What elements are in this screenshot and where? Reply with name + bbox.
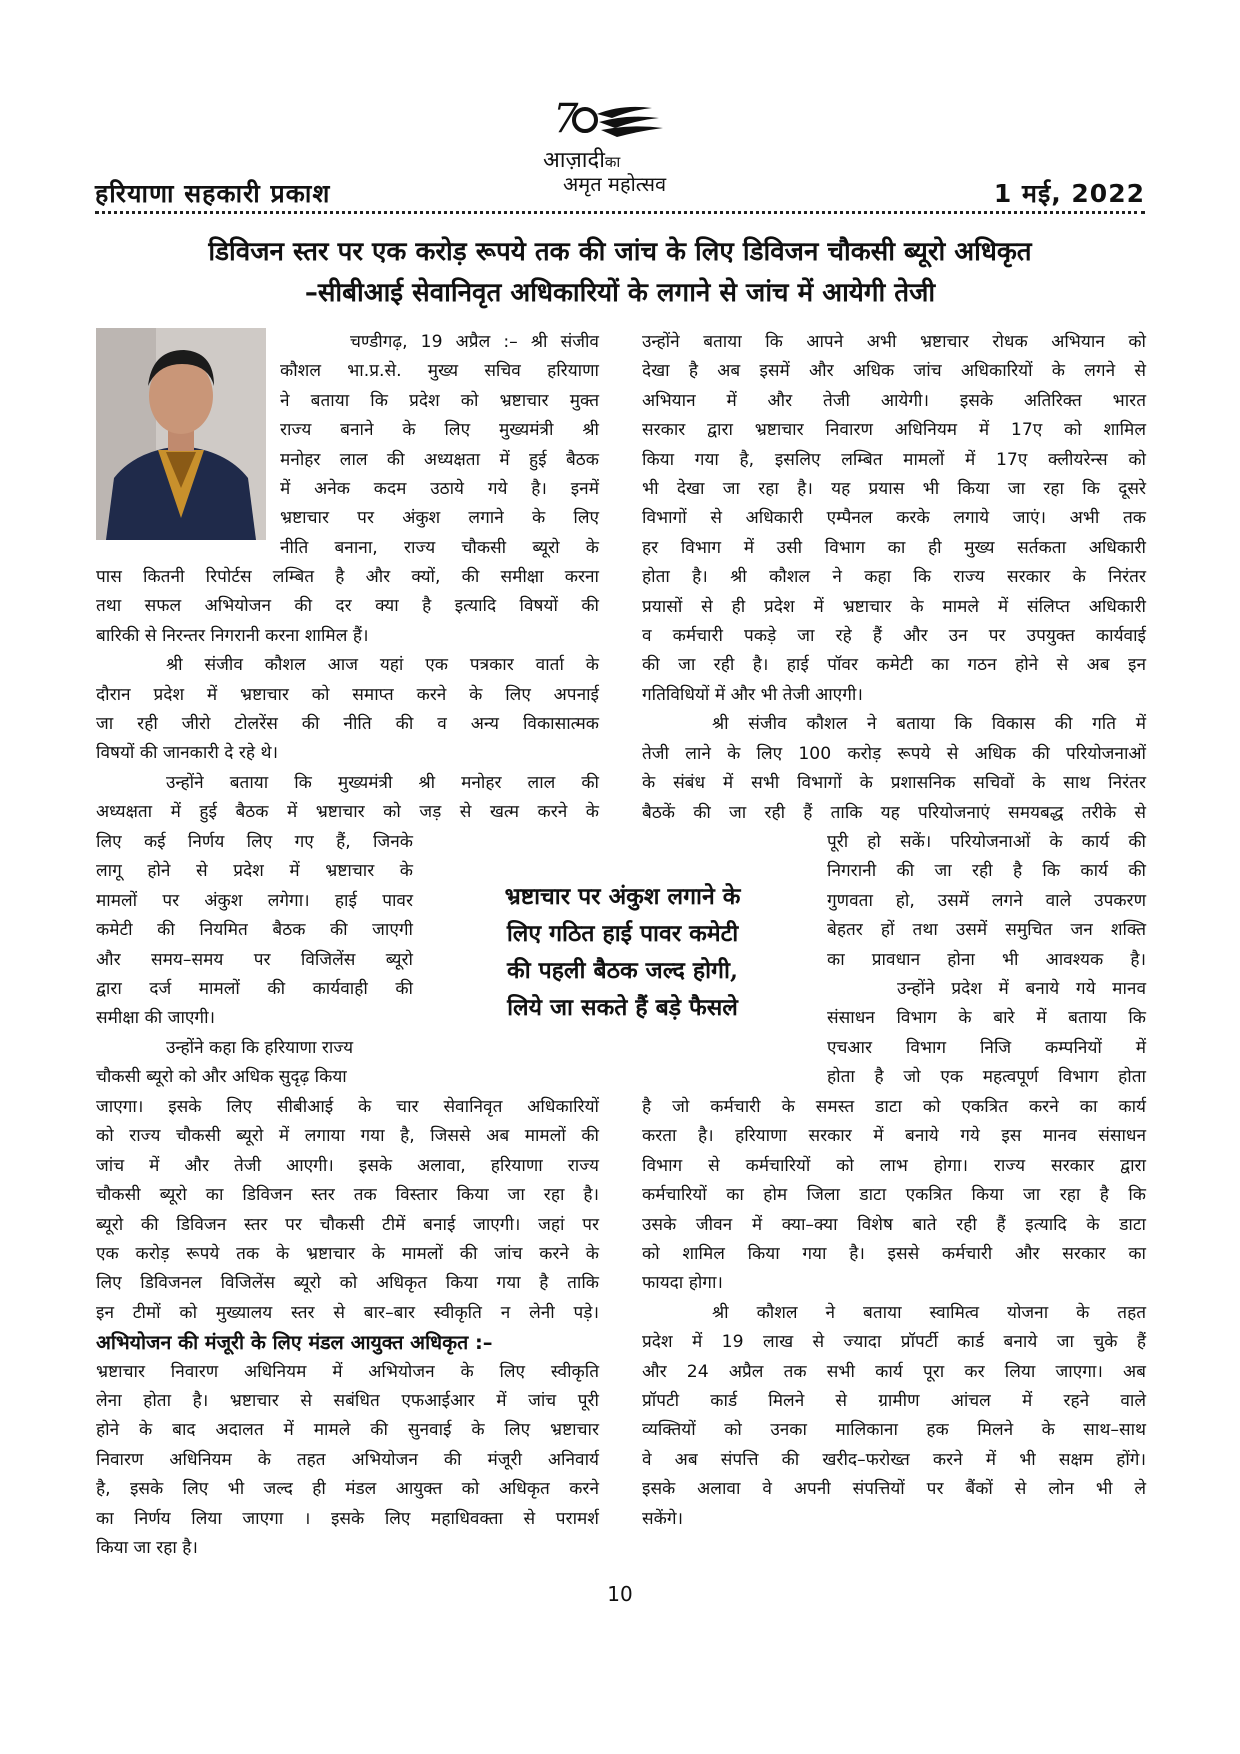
text-line: चौकसी ब्यूरो को और अधिक सुदृढ़ किया [96, 1067, 347, 1088]
text-line: उन्होंने प्रदेश में बनाये गये मानव [897, 979, 1146, 1000]
text-line: प्रदेश में 19 लाख से ज्यादा प्रॉपर्टी कार्ड बनाये जा चुके हैं [642, 1332, 1146, 1353]
right-column-top [642, 328, 1146, 828]
svg-text:7: 7 [553, 96, 579, 142]
text-line: हर विभाग में उसी विभाग का ही मुख्य सर्तकता अधिकारी [642, 537, 1146, 558]
text-line: उन्होंने बताया कि आपने अभी भ्रष्टाचार रोधक अभियान को [642, 332, 1146, 352]
official-portrait-photo [96, 328, 266, 540]
text-line: उन्होंने बताया कि मुख्यमंत्री श्री मनोहर लाल की [166, 772, 599, 793]
text-line: है जो कर्मचारी के समस्त डाटा को एकत्रित करने का कार्य [642, 1097, 1146, 1117]
text-line: विभागों से अधिकारी एम्पैनल करके लगाये जाएं। अभी तक [642, 508, 1146, 529]
text-line: का निर्णय लिया जाएगा । इसके लिए महाधिवक्ता से परामर्श [96, 1508, 599, 1529]
text-line: एचआर विभाग निजि कम्पनियों में [827, 1037, 1146, 1058]
text-line: अभियान में और तेजी आयेगी। इसके अतिरिक्त भारत [642, 390, 1146, 411]
text-line: तथा सफल अभियोजन की दर क्या है इत्यादि विषयों की [96, 596, 599, 617]
sub-headline: –सीबीआई सेवानिवृत अधिकारियों के लगाने से जांच में आयेगी तेजी [304, 278, 936, 308]
header-divider [95, 211, 1145, 214]
text-line: देखा है अब इसमें और अधिक जांच अधिकारियों के लगने से [642, 361, 1146, 382]
text-line: को शामिल किया गया है। इससे कर्मचारी और सरकार का [642, 1244, 1146, 1265]
text-line: जा रही जीरो टोलरेंस की नीति की व अन्य विकासात्मक [96, 714, 599, 735]
text-line: सकेंगे। [642, 1508, 684, 1529]
text-line: फायदा होगा। [642, 1273, 723, 1294]
text-line: नीति बनाना, राज्य चौकसी ब्यूरो के [280, 537, 599, 558]
text-line: किया जा रहा है। [96, 1538, 198, 1559]
text-line: श्री संजीव कौशल ने बताया कि विकास की गति में [712, 714, 1146, 735]
text-line: मामलों पर अंकुश लगेगा। हाई पावर [96, 890, 413, 911]
text-line: भी देखा जा रहा है। यह प्रयास भी किया जा रहा कि दूसरे [642, 479, 1146, 500]
text-line: एक करोड़ रूपये तक के भ्रष्टाचार के मामलों की जांच करने के [96, 1244, 599, 1265]
text-line: बेहतर हों तथा उसमें समुचित जन शक्ति [827, 920, 1146, 941]
text-line: इसके अलावा वे अपनी संपत्तियों पर बैंकों से लोन भी ले [642, 1479, 1146, 1500]
text-line: चौकसी ब्यूरो का डिविजन स्तर तक विस्तार किया जा रहा है। [96, 1185, 599, 1206]
logo-text-ka: का [604, 153, 621, 171]
text-line: गुणवता हो, उसमें लगने वाले उपकरण [827, 890, 1146, 911]
text-line: जांच में और तेजी आएगी। इसके अलावा, हरियाणा राज्य [96, 1155, 599, 1176]
text-line: ब्यूरो की डिविजन स्तर पर चौकसी टीमें बनाई जाएगी। जहां पर [96, 1214, 599, 1235]
text-line: तेजी लाने के लिए 100 करोड़ रूपये से अधिक की परियोजनाओं [642, 743, 1146, 764]
left-column-body [96, 563, 599, 828]
text-line: को राज्य चौकसी ब्यूरो में लगाया गया है, जिससे अब मामलों की [96, 1126, 599, 1147]
text-line: निवारण अधिनियम के तहत अभियोजन की मंजूरी अनिवार्य [96, 1449, 599, 1470]
text-line: इन टीमों को मुख्यालय स्तर से बार–बार स्वीकृति न लेनी पड़े। [96, 1302, 599, 1323]
text-line: गतिविधियों में और भी तेजी आएगी। [642, 684, 863, 705]
text-line: द्वारा दर्ज मामलों की कार्यवाही की [96, 979, 413, 1000]
text-line: संसाधन विभाग के बारे में बताया कि [827, 1008, 1146, 1029]
text-line: व्यक्तियों को उनका मालिकाना हक मिलने के साथ–साथ [642, 1420, 1146, 1441]
text-line: व कर्मचारी पकड़े जा रहे हैं और उन पर उपयुक्त कार्यवाई [642, 626, 1146, 647]
text-line: में अनेक कदम उठाये गये है। इनमें [280, 479, 599, 500]
text-line: ने बताया कि प्रदेश को भ्रष्टाचार मुक्त [280, 390, 599, 411]
pull-quote [440, 878, 805, 1026]
text-line: वे अब संपत्ति की खरीद–फरोख्त करने में भी सक्षम होंगे। [642, 1449, 1146, 1470]
text-line: भ्रष्टाचार पर अंकुश लगाने के लिए [280, 508, 599, 529]
section-subheading: अभियोजन की मंजूरी के लिए मंडल आयुक्त अधिकृत :– [96, 1331, 493, 1355]
text-line: मनोहर लाल की अध्यक्षता में हुई बैठक [280, 449, 599, 470]
text-line: है, इसके लिए भी जल्द ही मंडल आयुक्त को अधिकृत करने [96, 1479, 599, 1500]
text-line: सरकार द्वारा भ्रष्टाचार निवारण अधिनियम में 17ए को शामिल [642, 420, 1146, 441]
logo-text-azadi: आज़ादी [543, 148, 605, 173]
azadi-ka-amrit-mahotsav-logo [535, 92, 705, 202]
publication-name: हरियाणा सहकारी प्रकाश [95, 179, 331, 208]
text-line: प्रयासों से ही प्रदेश में भ्रष्टाचार के मामले में संलिप्त अधिकारी [642, 596, 1146, 617]
logo-emblem-icon [535, 92, 705, 152]
text-line: कर्मचारियों का होम जिला डाटा एकत्रित किया जा रहा है कि [642, 1185, 1146, 1206]
issue-date: 1 मई, 2022 [993, 179, 1145, 208]
text-line: श्री संजीव कौशल आज यहां एक पत्रकार वार्ता के [166, 655, 599, 676]
text-line: अध्यक्षता में हुई बैठक में भ्रष्टाचार को जड़ से खत्म करने के [96, 802, 599, 823]
text-line: और 24 अप्रैल तक सभी कार्य पूरा कर लिया जाएगा। अब [642, 1361, 1146, 1382]
text-line: करता है। हरियाणा सरकार में बनाये गये इस मानव संसाधन [642, 1126, 1146, 1147]
left-column-narrow [96, 828, 413, 1093]
text-line: लिए कई निर्णय लिए गए हैं, जिनके [96, 832, 413, 852]
headline: डिविजन स्तर पर एक करोड़ रूपये तक की जांच के लिए डिविजन चौकसी ब्यूरो अधिकृत [208, 237, 1032, 267]
text-line: का प्रावधान होना भी आवश्यक है। [827, 949, 1146, 970]
text-line: कौशल भा.प्र.से. मुख्य सचिव हरियाणा [280, 361, 599, 382]
text-line: किया गया है, इसलिए लम्बित मामलों में 17ए क्लीयरेन्स को [642, 449, 1146, 470]
text-line: उसके जीवन में क्या–क्या विशेष बाते रही हैं इत्यादि के डाटा [642, 1214, 1146, 1235]
text-line: होता है। श्री कौशल ने कहा कि राज्य सरकार के निरंतर [642, 567, 1146, 588]
text-line: कमेटी की नियमित बैठक की जाएगी [96, 920, 413, 941]
text-line: चण्डीगढ़, 19 अप्रैल :– श्री संजीव [350, 332, 599, 352]
text-line: राज्य बनाने के लिए मुख्यमंत्री श्री [280, 420, 599, 441]
right-column-lower [642, 1093, 1146, 1534]
left-column-beside-photo [280, 328, 599, 563]
text-line: उन्होंने कहा कि हरियाणा राज्य [166, 1037, 354, 1058]
right-column-narrow [827, 828, 1146, 1093]
pull-quote-line: की पहली बैठक जल्द होगी, [507, 957, 738, 984]
text-line: की जा रही है। हाई पॉवर कमेटी का गठन होने से अब इन [642, 655, 1146, 676]
text-line: और समय–समय पर विजिलेंस ब्यूरो [96, 949, 413, 970]
text-line: विभाग से कर्मचारियों को लाभ होगा। राज्य सरकार द्वारा [642, 1155, 1146, 1176]
text-line: निगरानी की जा रही है कि कार्य की [827, 861, 1146, 882]
text-line: जाएगा। इसके लिए सीबीआई के चार सेवानिवृत अधिकारियों [96, 1097, 599, 1117]
text-line: के संबंध में सभी विभागों के प्रशासनिक सचिवों के साथ निरंतर [642, 773, 1146, 794]
left-column-lower [96, 1093, 599, 1564]
text-line: श्री कौशल ने बताया स्वामित्व योजना के तहत [712, 1302, 1146, 1323]
text-line: भ्रष्टाचार निवारण अधिनियम में अभियोजन के लिए स्वीकृति [96, 1361, 599, 1382]
text-line: बारिकी से निरन्तर निगरानी करना शामिल हैं। [96, 625, 369, 646]
text-line: होने के बाद अदालत में मामले की सुनवाई के लिए भ्रष्टाचार [96, 1420, 599, 1441]
text-line: विषयों की जानकारी दे रहे थे। [96, 743, 278, 764]
text-line: पूरी हो सकें। परियोजनाओं के कार्य की [827, 832, 1146, 852]
text-line: पास कितनी रिपोर्टस लम्बित है और क्यों, की समीक्षा करना [96, 567, 599, 587]
text-line: दौरान प्रदेश में भ्रष्टाचार को समाप्त करने के लिए अपनाई [96, 684, 599, 705]
text-line: प्रॉपटी कार्ड मिलने से ग्रामीण आंचल में रहने वाले [642, 1391, 1146, 1412]
text-line: होता है जो एक महत्वपूर्ण विभाग होता [827, 1067, 1146, 1088]
text-line: लिए डिविजनल विजिलेंस ब्यूरो को अधिकृत किया गया है ताकि [96, 1273, 599, 1294]
pull-quote-line: लिये जा सकते हैं बड़े फैसले [507, 994, 738, 1021]
pull-quote-line: लिए गठित हाई पावर कमेटी [506, 920, 739, 947]
text-line: बैठकें की जा रही हैं ताकि यह परियोजनाएं समयबद्ध तरीके से [642, 802, 1146, 823]
page-number: 10 [607, 1582, 633, 1606]
text-line: लेना होता है। भ्रष्टाचार से सबंधित एफआईआर में जांच पूरी [96, 1391, 599, 1412]
text-line: लागू होने से प्रदेश में भ्रष्टाचार के [96, 861, 413, 882]
pull-quote-line: भ्रष्टाचार पर अंकुश लगाने के [504, 883, 741, 910]
logo-text-amrit-mahotsav: अमृत महोत्सव [563, 172, 667, 196]
text-line: समीक्षा की जाएगी। [96, 1008, 216, 1029]
